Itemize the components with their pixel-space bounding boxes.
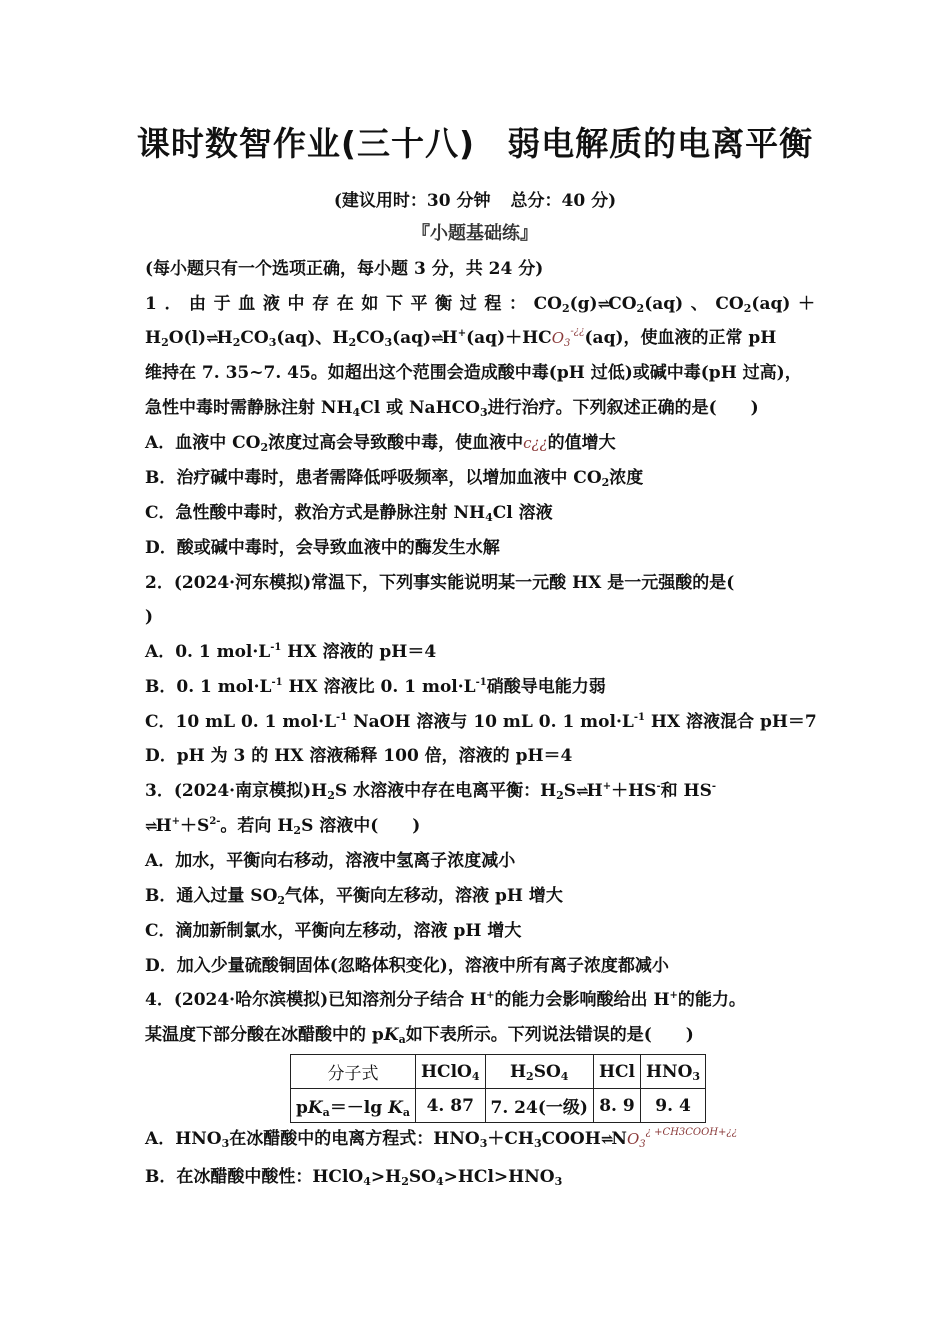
table-header-cell: 分子式	[291, 1055, 416, 1089]
q2-option-a: A．0. 1 $mol\cdot L^{-1}$ HX 溶液的 pH＝4	[145, 642, 437, 662]
table-header-cell: HCl	[593, 1055, 640, 1089]
page-title	[0, 118, 950, 165]
q3-stem-line-1: 3．(2024·南京模拟)$H_2S$ 水溶液中存在电离平衡：$H_2S\rightleftharpoons H^++HS^-$和 HS-	[145, 781, 717, 802]
q2-option-c: C．10 mL 0. 1 $mol\cdot L^{-1}$ NaOH 溶液与 10 mL 0. 1 $mol\cdot L^{-1}$ HX 溶液混合 pH＝7	[145, 712, 817, 732]
q1-option-d: D．酸或碱中毒时，会导致血液中的酶发生水解	[145, 538, 500, 558]
equilibrium-arrow-icon: ⇌	[206, 329, 217, 347]
table-header-cell: $HNO_3$	[641, 1055, 706, 1089]
q1-stem-line-1: 1．由于血液中存在如下平衡过程：$CO_2(g)\rightleftharpoons CO_2(aq)$、$CO_2(aq)+$	[145, 294, 816, 315]
equilibrium-arrow-icon: ⇌	[597, 295, 609, 313]
section-heading: 『小题基础练』	[412, 223, 538, 244]
equilibrium-arrow-icon: ⇌	[600, 1130, 612, 1148]
title-part-1: 课时数智作业(三十八)	[136, 124, 476, 163]
table-cell: 4. 87	[416, 1089, 486, 1123]
q3-option-a: A．加水，平衡向右移动，溶液中氢离子浓度减小	[145, 851, 516, 871]
q3-option-c: C．滴加新制氯水，平衡向左移动，溶液 pH 增大	[145, 921, 522, 941]
table-row-label: $pK_a=-\lg$ $K_a$	[291, 1089, 416, 1123]
pka-table	[290, 1054, 706, 1123]
table-cell: 9. 4	[641, 1089, 706, 1123]
q2-stem-line-2: )	[145, 607, 154, 627]
q1-stem-line-2: $H_2O(l)\rightleftharpoons H_2CO_3(aq)$、$H_2CO_3(aq)\rightleftharpoons H^+(aq)+HCO_3^{-¿¿}(aq)$，使血液的正常 pH	[145, 326, 777, 349]
q4-stem-line-1: 4．(2024·哈尔滨模拟)已知溶剂分子结合 H+的能力会影响酸给出 H+的能力。	[145, 990, 746, 1010]
table-cell: 8. 9	[593, 1089, 640, 1123]
equilibrium-arrow-icon: ⇌	[431, 329, 442, 347]
equilibrium-arrow-icon: ⇌	[576, 782, 587, 800]
q3-option-b: B．通入过量 $SO_2$气体，平衡向左移动，溶液 pH 增大	[145, 886, 563, 907]
q3-stem-line-2: $\rightleftharpoons H^++S^{2-}$。若向 $H_2S$ 溶液中( )	[145, 816, 421, 837]
q4-option-b: B．在冰醋酸中酸性：$HClO_4>H_2SO_4>HCl>HNO_3$	[145, 1167, 563, 1188]
table-header-cell: $H_2SO_4$	[485, 1055, 593, 1089]
q2-stem-line-1: 2．(2024·河东模拟)常温下，下列事实能说明某一元酸 HX 是一元强酸的是(	[145, 573, 735, 593]
q2-option-d: D．pH 为 3 的 HX 溶液稀释 100 倍，溶液的 pH＝4	[145, 746, 573, 766]
q2-option-b: B．0. 1 $mol\cdot L^{-1}$ HX 溶液比 0. 1 $mol\cdot L^{-1}$硝酸导电能力弱	[145, 677, 606, 697]
time-label: (建议用时：30 分钟	[333, 191, 491, 211]
q4-option-a: A．$HNO_3$在冰醋酸中的电离方程式：$HNO_3+CH_3COOH\rightleftharpoons NO_3^{¿ +CH3COOH+¿¿}$	[145, 1127, 738, 1150]
q3-option-d: D．加入少量硫酸铜固体(忽略体积变化)，溶液中所有离子浓度都减小	[145, 956, 669, 976]
q4-stem-line-2: 某温度下部分酸在冰醋酸中的 $pK_a$如下表所示。下列说法错误的是( )	[145, 1025, 694, 1046]
q1-option-a: A．血液中 $CO_2$浓度过高会导致酸中毒，使血液中c¿¿的值增大	[145, 433, 616, 454]
table-row	[291, 1055, 706, 1089]
q1-stem-line-3: 维持在 7. 35~7. 45。如超出这个范围会造成酸中毒(pH 过低)或碱中毒(pH 过高)，	[145, 363, 802, 383]
table-header-cell: HClO$_4$	[416, 1055, 486, 1089]
table-cell: 7. 24(一级)	[485, 1089, 593, 1123]
equilibrium-arrow-icon: ⇌	[145, 817, 156, 835]
q1-stem-line-4: 急性中毒时需静脉注射 $NH_4Cl$ 或 NaHCO$_3$进行治疗。下列叙述正确的是( )	[145, 398, 759, 419]
instructions: (每小题只有一个选项正确，每小题 3 分，共 24 分)	[145, 259, 544, 279]
score-label: 总分：40 分)	[510, 191, 617, 211]
q1-option-c: C．急性酸中毒时，救治方式是静脉注射 $NH_4Cl$ 溶液	[145, 503, 553, 524]
q1-option-b: B．治疗碱中毒时，患者需降低呼吸频率，以增加血液中 $CO_2$浓度	[145, 468, 644, 489]
title-part-2: 弱电解质的电离平衡	[507, 124, 814, 163]
table-row	[291, 1089, 706, 1123]
time-score-info	[0, 186, 950, 211]
